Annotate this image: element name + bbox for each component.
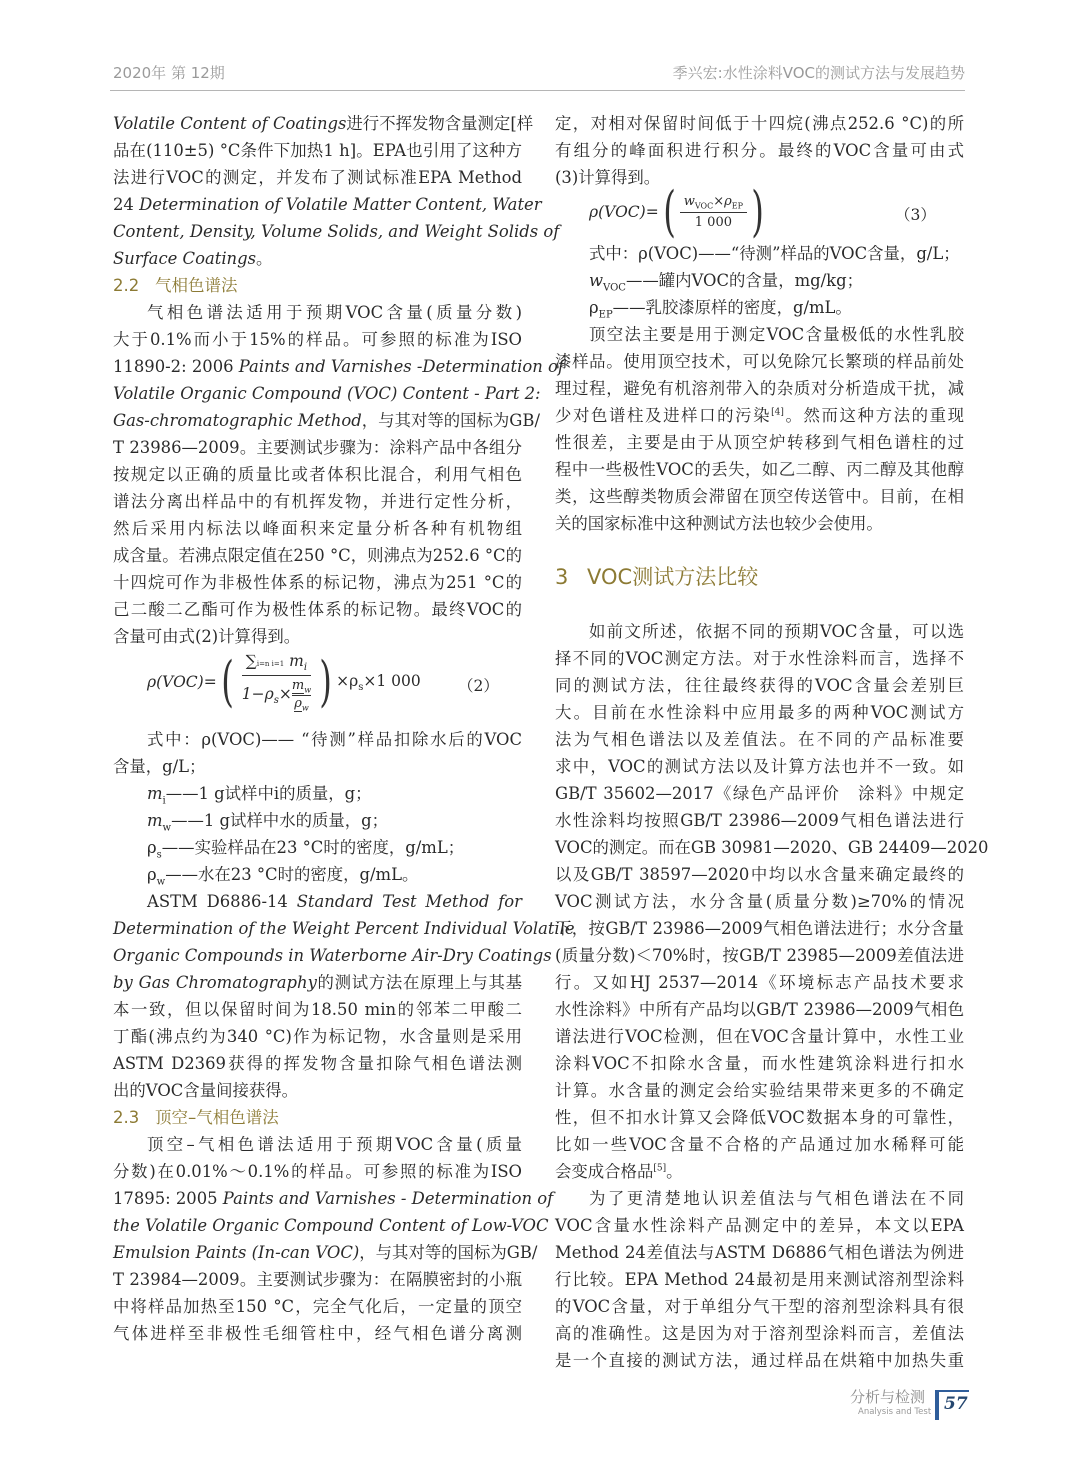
text-run: 式中：ρ(VOC)—— “待测”样品扣除水后的VOC (147, 730, 522, 749)
text-line (555, 834, 989, 861)
text-run: m (147, 811, 163, 830)
text-run: 以及GB/T 38597—2020中均以水含量来确定最终的 (555, 865, 964, 884)
text-line (113, 380, 541, 407)
text-line (113, 1266, 522, 1293)
text-line (113, 137, 522, 164)
text-run: ，与其对等的国标为GB/ (361, 411, 540, 430)
text-run: Content, Density, Volume Solids, and Weight Solids of (113, 222, 560, 241)
text-line (555, 888, 964, 915)
eq2-m: m (289, 652, 304, 670)
text-line (113, 1212, 549, 1239)
text-line (113, 1023, 522, 1050)
text-run: the Volatile Organic Compound Content of Low-VOC (113, 1216, 549, 1235)
text-line (555, 996, 964, 1023)
text-line (555, 1347, 964, 1374)
text-run: 求中，VOC的测试方法以及计算方法也并不一致。如 (555, 757, 964, 776)
text-line (555, 1212, 964, 1239)
section-number: 2.2 (113, 276, 140, 295)
running-header-title: 季兴宏:水性涂料VOC的测试方法与发展趋势 (672, 64, 965, 82)
eq2-fraction (238, 652, 315, 712)
text-run: 的VOC含量，对于单组分气干型的溶剂型涂料具有很 (555, 1297, 964, 1316)
eq3-numerator (680, 194, 747, 214)
text-run: 成含量。若沸点限定值在250 °C，则沸点为252.6 °C的 (113, 546, 522, 565)
text-line (555, 1320, 964, 1347)
text-run: i (162, 795, 166, 807)
text-run: by Gas Chromatography (113, 973, 317, 992)
text-run: Standard Test Method for (296, 892, 523, 911)
text-run: 含量可由式(2)计算得到。 (113, 627, 301, 646)
text-line (555, 483, 964, 510)
eq2-rhs-tail: ×1 000 (363, 671, 421, 690)
text-run: 谱法分离出样品中的有机挥发物，并进行定性分析， (113, 492, 522, 511)
text-line (555, 1293, 964, 1320)
text-run: Determination of the Weight Percent Individual Volatile (113, 919, 575, 938)
eq2-numerator (242, 652, 311, 676)
text-line (113, 1077, 522, 1104)
text-line (555, 645, 964, 672)
section-title: VOC测试方法比较 (587, 565, 759, 589)
running-header-issue: 2020年 第 12期 (113, 64, 225, 82)
text-run: 漆样品。使用顶空技术，可以免除冗长繁琐的样品前处 (555, 352, 964, 371)
text-line (113, 1185, 554, 1212)
text-line (113, 542, 522, 569)
text-line (555, 726, 964, 753)
text-line (113, 969, 522, 996)
eq2-den-prefix: 1−ρ (241, 685, 274, 704)
left-column (113, 110, 575, 1347)
text-line (113, 861, 522, 888)
text-line (555, 672, 964, 699)
text-run: 性很差，主要是由于从顶空炉转移到气相色谱柱的过 (555, 433, 964, 452)
text-run: 11890-2: 2006 (113, 357, 239, 376)
eq3-fraction (680, 194, 747, 231)
sum-limits: i=n i=1 (256, 660, 285, 668)
text-run: Volatile Content of Coatings (113, 114, 347, 133)
text-line (113, 942, 552, 969)
equation-2 (113, 650, 522, 726)
text-run: 行比较。EPA Method 24最初是用来测试溶剂型涂料 (555, 1270, 964, 1289)
eq3-times: × (713, 193, 725, 209)
text-line (113, 488, 522, 515)
eq2-rhs (336, 672, 421, 693)
left-paren: ( (662, 180, 676, 243)
text-line (555, 618, 964, 645)
text-run: 比如一些VOC含量不合格的产品通过加水稀释可能 (555, 1135, 964, 1154)
text-run: ——实验样品在23 °C时的密度，g/mL； (161, 838, 465, 857)
text-run: EP (598, 309, 613, 321)
journal-name: 分析与检测 (850, 1388, 926, 1406)
text-run: 同的测试方法，往往最终获得的VOC含量会差别巨 (555, 676, 964, 695)
text-run: 气体进样至非极性毛细管柱中，经气相色谱分离测 (113, 1324, 522, 1343)
text-line (113, 807, 522, 834)
text-run: 己二酸二乙酯可作为极性体系的标记物。最终VOC的 (113, 600, 522, 619)
text-line (113, 726, 522, 753)
page-number: 57 (944, 1394, 968, 1414)
eq2-m-sub: i (303, 662, 308, 674)
text-run: VOC (603, 282, 626, 294)
text-run: ρ (147, 838, 157, 857)
text-line (555, 753, 964, 780)
text-line (555, 321, 964, 348)
text-line (113, 1131, 522, 1158)
text-run: m (147, 784, 163, 803)
text-run: 顶空法主要是用于测定VOC含量极低的水性乳胶 (589, 325, 964, 344)
section-number: 3 (555, 565, 569, 589)
text-line (113, 915, 575, 942)
eq2-lhs: ρ(VOC)= (147, 673, 217, 692)
text-line (113, 596, 522, 623)
text-run: 会变成合格品 (555, 1162, 654, 1181)
eq2-inner-num (292, 678, 311, 696)
eq3-rho: ρ (724, 193, 732, 209)
text-run: T 23984—2009。主要测试步骤为：在隔膜密封的小瓶 (113, 1270, 522, 1289)
eq2-inner-den-var: ρ (294, 695, 302, 711)
text-run: 按规定以正确的质量比或者体积比混合，利用气相色 (113, 465, 522, 484)
journal-name-english: Analysis and Test (858, 1407, 932, 1417)
text-run: ρ (147, 865, 157, 884)
right-paren: ) (751, 180, 764, 243)
text-run: Paints and Varnishes -Determination of (238, 357, 564, 376)
text-line (555, 942, 964, 969)
text-line (113, 515, 522, 542)
text-line (555, 780, 964, 807)
text-run: 下，按GB/T 23986—2009气相色谱法进行；水分含量 (555, 919, 964, 938)
text-run: VOC含量水性涂料产品测定中的差异，本文以EPA (555, 1216, 964, 1235)
text-run: [4] (771, 407, 784, 418)
text-run: 少对色谱柱及进样口的污染 (555, 406, 772, 425)
eq2-times: × (278, 685, 292, 704)
text-run: ——罐内VOC的含量，mg/kg； (625, 271, 863, 290)
text-run: 式中：ρ(VOC)——“待测”样品的VOC含量，g/L； (589, 244, 960, 263)
text-line (555, 1050, 964, 1077)
section-number: 2.3 (113, 1108, 140, 1127)
eq3-rho-sub: EP (731, 201, 744, 211)
text-line (555, 137, 964, 164)
section-heading (113, 1104, 522, 1131)
text-run: 涂料VOC不扣除水含量，而水性建筑涂料进行扣水 (555, 1054, 964, 1073)
text-run: 有组分的峰面积进行积分。最终的VOC含量可由式 (555, 141, 964, 160)
right-paren: ) (319, 650, 332, 714)
text-line (555, 456, 964, 483)
text-run: ——乳胶漆原样的密度，g/mL。 (612, 298, 852, 317)
text-run: 中将样品加热至150 °C，完全气化后，一定量的顶空 (113, 1297, 522, 1316)
section-heading (113, 272, 522, 299)
text-line (555, 969, 964, 996)
text-run: 分数)在0.01%～0.1%的样品。可参照的标准为ISO (113, 1162, 522, 1181)
text-run: s (156, 849, 162, 861)
text-run: 为了更清楚地认识差值法与气相色谱法在不同 (589, 1189, 964, 1208)
text-run: 含量，g/L； (113, 757, 206, 776)
text-line (113, 461, 522, 488)
text-line (113, 245, 522, 272)
text-run: 出的VOC含量间接获得。 (113, 1081, 299, 1100)
eq2-inner-den-sub: w (301, 703, 309, 713)
text-run: 择不同的VOC测定方法。对于水性涂料而言，选择不 (555, 649, 964, 668)
text-run: 理过程，避免有机溶剂带入的杂质对分析造成干扰，减 (555, 379, 964, 398)
text-run: 十四烷可作为非极性体系的标记物，沸点为251 °C的 (113, 573, 522, 592)
text-line (113, 299, 522, 326)
equation-number: （2） (458, 677, 499, 695)
text-run: 丁酯(沸点约为340 °C)作为标记物，水含量则是采用 (113, 1027, 522, 1046)
text-line (555, 1104, 964, 1131)
text-line (113, 569, 522, 596)
eq3-w-sub: VOC (694, 201, 714, 211)
text-line (113, 1320, 522, 1347)
text-line (113, 326, 522, 353)
text-run: 进行不挥发物含量测定[样 (346, 114, 534, 133)
text-run: 气相色谱法适用于预期VOC含量(质量分数) (147, 303, 522, 322)
text-run: Method 24差值法与ASTM D6886气相色谱法为例进 (555, 1243, 964, 1262)
text-run: 高的准确性。这是因为对于溶剂型涂料而言，差值法 (555, 1324, 964, 1343)
text-run: 本一致，但以保留时间为18.50 min的邻苯二甲酸二 (113, 1000, 522, 1019)
text-run: 关的国家标准中这种测试方法也较少会使用。 (555, 514, 883, 533)
equation-number: （3） (895, 206, 936, 224)
text-run: 。 (666, 1162, 683, 1181)
text-line (555, 240, 964, 267)
section-title: 气相色谱法 (155, 276, 238, 295)
text-run: ——水在23 °C时的密度，g/mL。 (165, 865, 419, 884)
text-line (555, 1023, 964, 1050)
text-run: 17895: 2005 (113, 1189, 223, 1208)
text-run: VOC的测定。而在GB 30981—2020、GB 24409—2020 (555, 838, 989, 857)
text-run: 大于0.1%而小于15%的样品。可参照的标准为ISO (113, 330, 522, 349)
text-line (113, 110, 534, 137)
text-run: 法为气相色谱法以及差值法。在不同的产品标准要 (555, 730, 964, 749)
text-line (113, 218, 560, 245)
text-run: 性，但不扣水计算又会降低VOC数据本身的可靠性， (555, 1108, 964, 1127)
text-line (555, 1266, 964, 1293)
section-title: 顶空–气相色谱法 (155, 1108, 279, 1127)
text-run: 大。目前在水性涂料中应用最多的两种VOC测试方 (555, 703, 964, 722)
text-run: 是一个直接的测试方法，通过样品在烘箱中加热失重 (555, 1351, 964, 1370)
text-line (113, 164, 522, 191)
text-run: 法进行VOC的测定，并发布了测试标准EPA Method (113, 168, 522, 187)
text-line (113, 888, 522, 915)
text-line (113, 753, 522, 780)
text-run: Surface Coatings (113, 249, 257, 268)
eq2-inner-fraction (292, 678, 311, 712)
text-line (555, 1077, 964, 1104)
text-run: 水性涂料》中所有产品均以GB/T 23986—2009气相色 (555, 1000, 964, 1019)
text-run: 24 (113, 195, 140, 214)
text-line (555, 1131, 964, 1158)
text-line (555, 348, 964, 375)
text-line (555, 110, 964, 137)
eq2-inner-num-var: m (291, 678, 305, 694)
eq2-den-sub: s (273, 695, 279, 707)
equation-3 (555, 180, 964, 243)
text-line (555, 375, 964, 402)
text-line (555, 1158, 964, 1185)
sum-symbol: ∑ (245, 652, 257, 670)
text-line (555, 294, 964, 321)
text-run: 品在(110±5) °C条件下加热1 h]。EPA也引用了这种方 (113, 141, 522, 160)
text-line (113, 1239, 538, 1266)
text-line (113, 353, 564, 380)
text-line (113, 407, 540, 434)
eq3-denominator: 1 000 (694, 215, 732, 231)
text-run: Gas-chromatographic Method (113, 411, 362, 430)
eq2-inner-num-sub: w (304, 685, 312, 695)
text-line (555, 402, 964, 429)
text-run: ——1 g试样中i的质量，g； (165, 784, 372, 803)
section-heading (555, 537, 964, 618)
text-line (555, 699, 964, 726)
text-run: ρ (589, 298, 599, 317)
text-line (555, 510, 964, 537)
text-run: Volatile Organic Compound (VOC) Content - Part 2: (113, 384, 541, 403)
text-run: 。然而这种方法的重现 (783, 406, 965, 425)
text-line (113, 623, 522, 650)
text-run: ，与其对等的国标为GB/ (359, 1243, 538, 1262)
eq3-w: w (683, 193, 695, 209)
text-line (113, 191, 542, 218)
text-run: GB/T 35602—2017《绿色产品评价 涂料》中规定 (555, 784, 964, 803)
eq2-inner-den (294, 696, 309, 713)
text-line (113, 996, 522, 1023)
text-run: w (162, 822, 172, 834)
text-run: Paints and Varnishes - Determination of (222, 1189, 554, 1208)
right-column (555, 110, 989, 1374)
text-line (113, 1293, 522, 1320)
text-run: ASTM D2369获得的挥发物含量扣除气相色谱法测 (113, 1054, 522, 1073)
text-run: 如前文所述，依据不同的预期VOC含量，可以选 (589, 622, 964, 641)
text-run: 程中一些极性VOC的丢失，如乙二醇、丙二醇及其他醇 (555, 460, 964, 479)
text-run: Emulsion Paints (In-can VOC) (113, 1243, 360, 1262)
text-line (113, 1050, 522, 1077)
text-run: 的测试方法在原理上与其基 (316, 973, 522, 992)
text-run: VOC测试方法，水分含量(质量分数)≥70%的情况 (555, 892, 964, 911)
text-run: 计算。水含量的测定会给实验结果带来更多的不确定 (555, 1081, 964, 1100)
eq2-denominator (238, 676, 315, 712)
text-line (555, 1185, 964, 1212)
text-run: [5] (653, 1163, 667, 1174)
text-run: ——1 g试样中水的质量，g； (171, 811, 389, 830)
text-run: 水性涂料均按照GB/T 23986—2009气相色谱法进行 (555, 811, 964, 830)
text-run: (质量分数)＜70%时，按GB/T 23985—2009差值法进 (555, 946, 964, 965)
text-line (113, 780, 522, 807)
text-run: (3)计算得到。 (555, 168, 661, 187)
text-run: w (589, 271, 604, 290)
text-run: 谱法进行VOC检测，但在VOC含量计算中，水性工业 (555, 1027, 964, 1046)
text-run: Organic Compounds in Waterborne Air-Dry Coatings (113, 946, 552, 965)
text-line (555, 267, 964, 294)
text-run: 顶空–气相色谱法适用于预期VOC含量(质量 (147, 1135, 522, 1154)
text-run: 类，这些醇类物质会滞留在顶空传送管中。目前，在相 (555, 487, 964, 506)
text-line (113, 1158, 522, 1185)
text-run: w (156, 876, 166, 888)
text-line (113, 434, 522, 461)
header-divider (110, 90, 965, 91)
text-run: 。 (256, 249, 273, 268)
text-run: T 23986—2009。主要测试步骤为：涂料产品中各组分 (113, 438, 522, 457)
text-line (555, 429, 964, 456)
text-line (555, 807, 964, 834)
text-run: 定，对相对保留时间低于十四烷(沸点252.6 °C)的所 (555, 114, 964, 133)
text-line (555, 915, 964, 942)
eq3-lhs: ρ(VOC)= (589, 203, 659, 221)
text-line (555, 1239, 964, 1266)
left-paren: ( (220, 650, 234, 714)
text-run: 然后采用内标法以峰面积来定量分析各种有机物组 (113, 519, 522, 538)
text-run: Determination of Volatile Matter Content, Water (139, 195, 542, 214)
text-line (555, 861, 964, 888)
text-line (113, 834, 522, 861)
eq2-rhs-sub: s (358, 681, 364, 693)
eq2-rhs-rho: ×ρ (336, 671, 359, 690)
text-run: 行。又如HJ 2537—2014《环境标志产品技术要求 (555, 973, 964, 992)
text-run: ASTM D6886-14 (147, 892, 297, 911)
